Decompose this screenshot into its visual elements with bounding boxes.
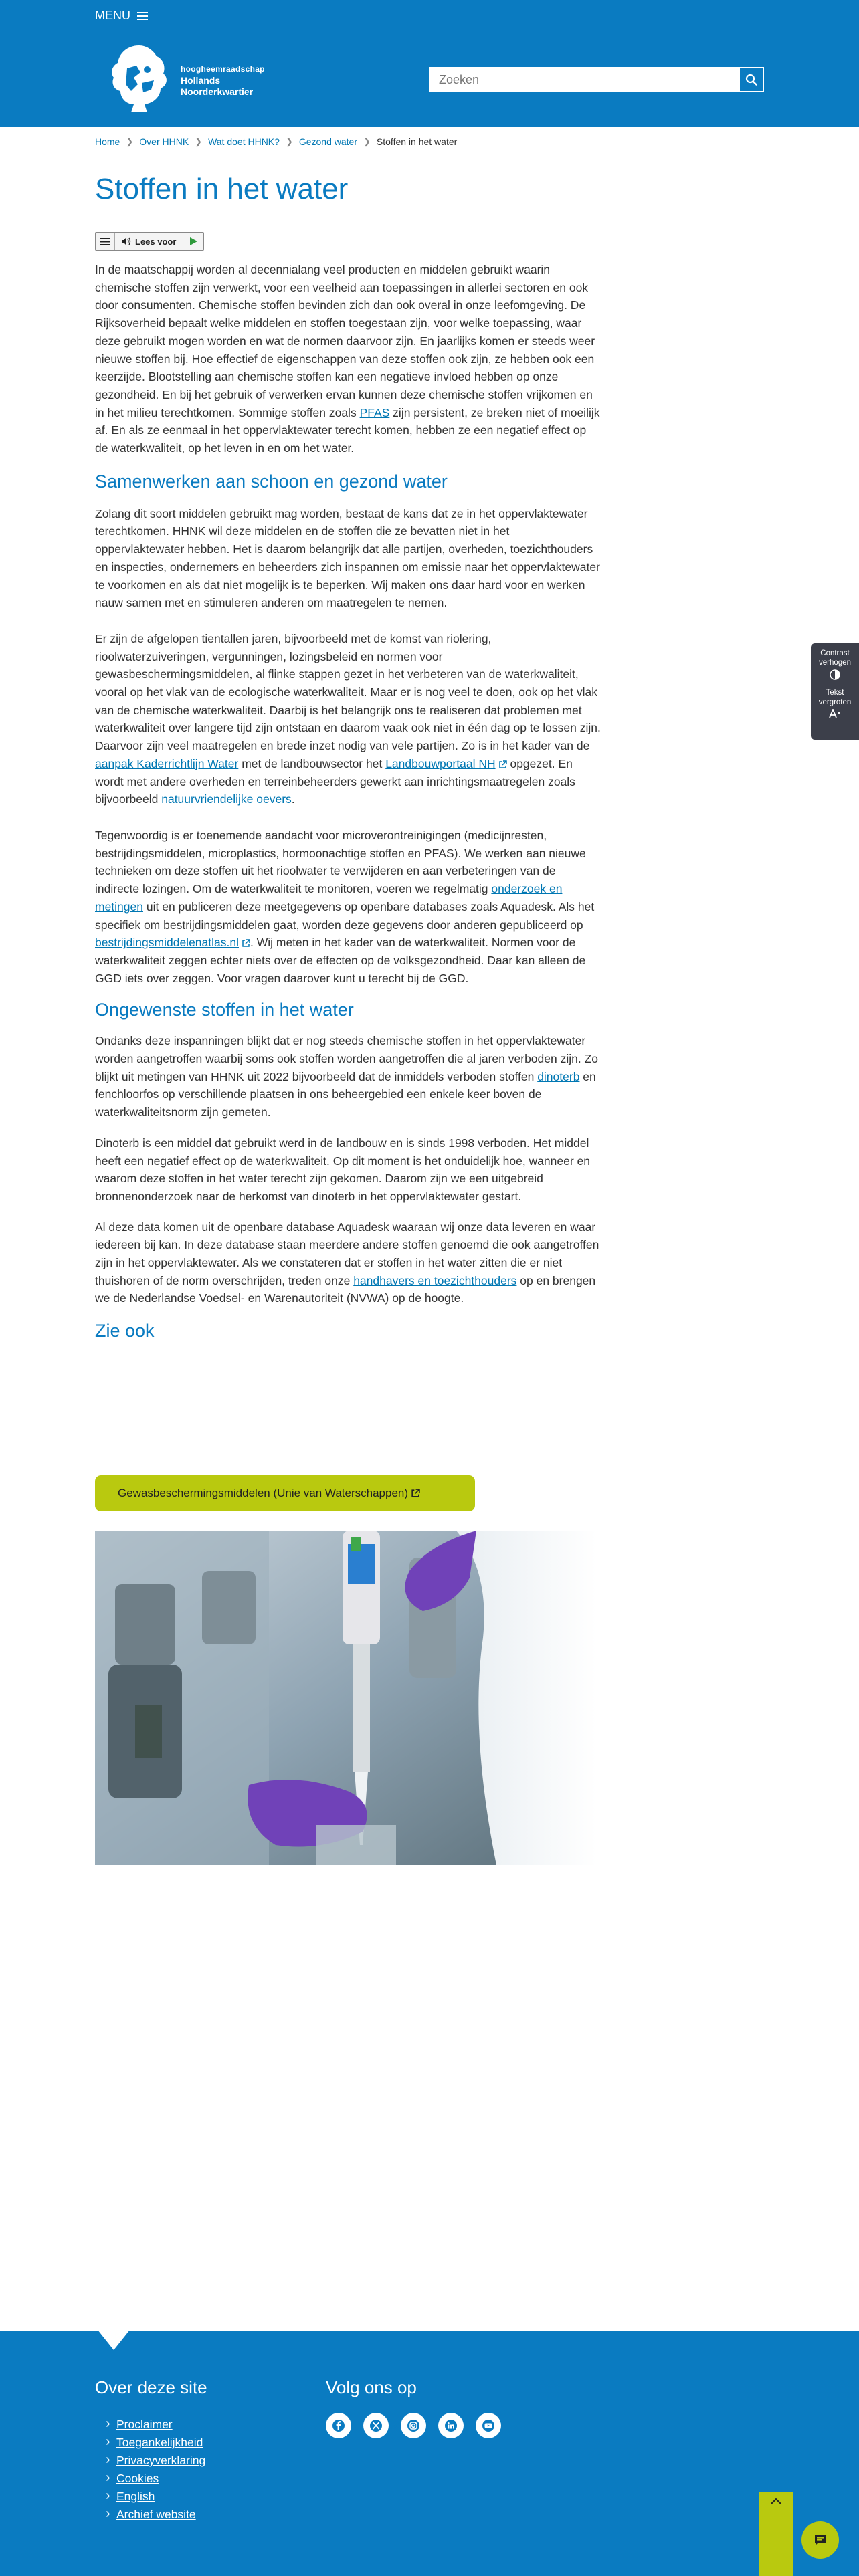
breadcrumb-home[interactable]: Home [95,136,120,147]
text: op en brengen we de Nederlandse Voedsel- en Warenautoriteit (NVWA) op de hoogte. [95,1273,596,1305]
handhavers-link[interactable]: handhavers en toezichthouders [353,1273,517,1287]
section1-paragraph-3 [95,827,601,987]
chevron-up-icon [770,2497,782,2505]
readspeaker-label: Lees voor [135,236,177,247]
chat-button[interactable] [801,2521,839,2559]
natuurvriendelijke-oevers-link[interactable]: natuurvriendelijke oevers [161,792,292,807]
footer-link-cookies[interactable]: Cookies [116,2472,159,2485]
contrast-button[interactable] [811,643,859,683]
breadcrumb-gezond-water[interactable]: Gezond water [298,136,358,147]
logo-text [181,64,265,98]
landbouwportaal-link[interactable] [385,757,506,770]
link-text: Landbouwportaal NH [385,756,496,770]
section2-paragraph-1 [95,1032,601,1121]
footer-link-item [106,2416,205,2434]
section2-paragraph-3 [95,1218,601,1308]
breadcrumb [95,136,457,147]
external-link-icon [242,939,250,948]
text: . Wij meten in het kader van de waterkwaliteit. Normen voor de waterkwaliteit zeggen echter niets over de effecten op de volksgezondheid. Daar kan alleen de GGD iets over zeggen. Voor vragen daarover kunt u terecht bij de GGD. [95,936,586,985]
breadcrumb-over-hhnk[interactable]: Over HHNK [139,136,189,147]
readspeaker-menu-button[interactable] [96,233,115,250]
linkedin-icon[interactable] [438,2413,464,2438]
section2-paragraph-2: Dinoterb is een middel dat gebruikt werd in de landbouw en is sinds 1998 verboden. Het middel heeft een negatief effect op de waterkwaliteit. Op dit moment is het onduidelijk hoe, wanneer en waarom deze stoffen in het water terecht zijn gekomen. Daarom zijn we een uitgebreid bronnenonderzoek naar de herkomst van dinoterb in het oppervlaktewater gestart. [95,1136,590,1203]
readspeaker-listen-button[interactable] [115,233,183,250]
search-bar [430,67,764,92]
footer-link-item [106,2470,205,2488]
footer-link-proclaimer[interactable]: Proclaimer [116,2418,173,2431]
site-logo[interactable] [107,43,265,118]
external-link-icon [411,1489,420,1498]
footer-link-item [106,2488,205,2506]
logo-line2: Hollands [181,74,221,86]
chat-icon [812,2532,828,2548]
footer-link-english[interactable]: English [116,2490,155,2503]
instagram-icon[interactable] [401,2413,426,2438]
footer-about-heading: Over deze site [95,2377,207,2397]
facebook-icon[interactable] [326,2413,351,2438]
link-text: bestrijdingsmiddelenatlas.nl [95,936,239,950]
section-heading-zie-ook: Zie ook [95,1321,155,1341]
menu-button[interactable] [95,9,148,23]
text: zijn persistent, ze breken niet of moeilijk af. En als ze eenmaal in het oppervlaktewater terecht komen, hebben ze een negatief effect op de waterkwaliteit, op het leven in en om het water. [95,405,600,455]
search-button[interactable] [739,67,764,92]
onderzoek-metingen-link[interactable]: onderzoek en metingen [95,882,563,914]
text-size-button[interactable] [811,683,859,721]
hamburger-icon [137,12,148,20]
chevron-right-icon: ❯ [195,136,203,146]
breadcrumb-current: Stoffen in het water [376,136,458,147]
footer-link-privacyverklaring[interactable]: Privacyverklaring [116,2454,206,2467]
footer-links [106,2416,205,2524]
external-link-icon [498,760,507,769]
section-heading-ongewenste-stoffen: Ongewenste stoffen in het water [95,1000,354,1021]
section1-paragraph-1: Zolang dit soort middelen gebruikt mag worden, bestaat de kans dat ze in het oppervlaktewater terechtkomen. HHNK wil deze middelen en de stoffen die ze bevatten niet in het oppervlaktewater hebben. Het is daarom belangrijk dat alle partijen, overheden, toezichthouders en inspecties, ondernemers en beheerders zich inspannen om emissie naar het oppervlaktewater te voorkomen en als dat niet mogelijk is te beperken. Wij maken ons daar hard voor en werken nauw samen met en stimuleren anderen om maatregelen te nemen. [95,506,600,610]
breadcrumb-wat-doet-hhnk[interactable]: Wat doet HHNK? [208,136,280,147]
footer-follow-heading: Volg ons op [326,2377,417,2397]
text: Al deze data komen uit de openbare database Aquadesk waaraan wij onze data leveren en waar iedereen bij kan. In deze database staan meerdere andere stoffen genoemd die ook aangetroffen zijn in het oppervlaktewater. Als we constateren dat er stoffen in het water zitten die er niet thuishoren of de norm overschrijden, treden onze [95,1220,599,1287]
footer-link-item [106,2452,205,2470]
logo-line1: hoogheemraadschap [181,64,265,74]
lab-pipette-image [95,1531,597,1865]
see-also-button[interactable] [95,1475,475,1511]
text: In de maatschappij worden al decennialang veel producten en middelen gebruikt waarin chemische stoffen zijn verwerkt, voor een veelheid aan toepassingen in allerlei sectoren en ook door consumenten. Chemische stoffen bevinden zich dan ook overal in onze leefomgeving. De Rijksoverheid bepaalt welke middelen en stoffen toegestaan zijn, voor welke toepassing, waar deze gebruikt mogen worden en wat de normen daarvoor zijn. En jaarlijks komen er steeds weer nieuwe stoffen bij. Hoe effectief de eigenschappen van deze stoffen ook zijn, ze hebben ook een keerzijde. Blootstelling aan chemische stoffen kan een negatieve invloed hebben op onze gezondheid. En bij het gebruik of verwerken ervan kunnen deze chemische stoffen vrijkomen en in het milieu terechtkomen. Sommige stoffen zoals [95,263,595,419]
search-icon [745,74,757,86]
social-links [326,2413,501,2438]
intro-paragraph [95,261,601,457]
text: opgezet. En wordt met andere overheden en terreinbeheerders gewerkt aan inrichtingsmaatregelen zoals bijvoorbeeld [95,756,575,807]
x-icon[interactable] [363,2413,389,2438]
readspeaker-widget [95,232,204,251]
chevron-right-icon: ❯ [285,136,293,146]
search-input[interactable] [430,67,739,92]
menu-label: MENU [95,9,130,22]
speaker-icon [122,237,131,245]
play-icon [190,237,197,245]
site-header [0,0,859,127]
footer-link-item [106,2506,205,2524]
text: Tegenwoordig is er toenemende aandacht voor microverontreinigingen (medicijnresten, bestrijdingsmiddelen, microplastics, hormoonachtige stoffen en PFAS). We werken aan nieuwe technieken om deze stoffen uit het rioolwater te verwijderen en aan verbeteringen van de indirecte lozingen. Om de waterkwaliteit te monitoren, voeren we regelmatig [95,828,586,896]
section1-paragraph-2 [95,630,601,809]
text: en fenchloorfos op verschillende plaatsen in ons beheergebied een enkele keer boven de waterkwaliteitsnorm zijn gemeten. [95,1069,596,1119]
text: Ondanks deze inspanningen blijkt dat er nog steeds chemische stoffen in het oppervlaktewater worden aangetroffen waarbij soms ook stoffen worden aangetroffen die al jaren verboden zijn. Zo blijkt uit metingen van HHNK uit 2022 bijvoorbeeld dat de inmiddels verboden stoffen [95,1034,599,1083]
lab-photo [95,1531,597,1865]
youtube-icon[interactable] [476,2413,501,2438]
kaderrichtlijn-water-link[interactable]: aanpak Kaderrichtlijn Water [95,756,239,770]
contrast-label: Contrast verhogen [819,649,851,667]
text: Er zijn de afgelopen tientallen jaren, bijvoorbeeld met de komst van riolering, rioolwaterzuiveringen, vergunningen, lozingsbeleid en normen voor gewasbeschermingsmiddelen, al flinke stappen gezet in het verbeteren van de waterkwaliteit, vooral op het vlak van de ecologische waterkwaliteit. Maar er is nog veel te doen, ook op het vlak van de chemische waterkwaliteit. Daarbij is het belangrijk ons te realiseren dat problemen met waterkwaliteit over langere tijd zijn ontstaan en daarom vaak ook niet in één dag op te lossen zijn. Daarvoor zijn veel maatregelen en brede inzet nodig van vele partijen. Zo is in het kader van de [95,631,601,753]
see-also-button-label: Gewasbeschermingsmiddelen (Unie van Waterschappen) [118,1487,409,1499]
section-heading-samenwerken: Samenwerken aan schoon en gezond water [95,471,448,492]
readspeaker-play-button[interactable] [183,233,203,250]
contrast-icon [830,669,840,680]
text-size-label: Tekst vergroten [818,689,852,706]
footer-link-toegankelijkheid[interactable]: Toegankelijkheid [116,2436,203,2449]
text: . [291,792,295,807]
pfas-link[interactable]: PFAS [359,405,390,419]
back-to-top-button[interactable] [759,2492,793,2576]
menu-icon [100,238,110,245]
accessibility-widget [811,643,859,740]
article-content [95,261,601,1343]
footer-link-item [106,2434,205,2452]
footer-notch [98,2330,130,2350]
text: met de landbouwsector het [238,756,386,770]
logo-line3: Noorderkwartier [181,86,254,97]
chevron-right-icon: ❯ [363,136,371,146]
chevron-right-icon: ❯ [126,136,134,146]
lion-logo-icon [107,43,171,118]
footer-link-archief[interactable]: Archief website [116,2508,196,2521]
text-size-icon [829,709,841,718]
dinoterb-link[interactable]: dinoterb [537,1069,580,1083]
page-title: Stoffen in het water [95,173,349,205]
bestrijdingsmiddelenatlas-link[interactable] [95,936,250,949]
text: uit en publiceren deze meetgegevens op openbare databases zoals Aquadesk. Als het specifiek om bestrijdingsmiddelen gaat, worden deze gegevens door anderen gepubliceerd op [95,899,595,932]
